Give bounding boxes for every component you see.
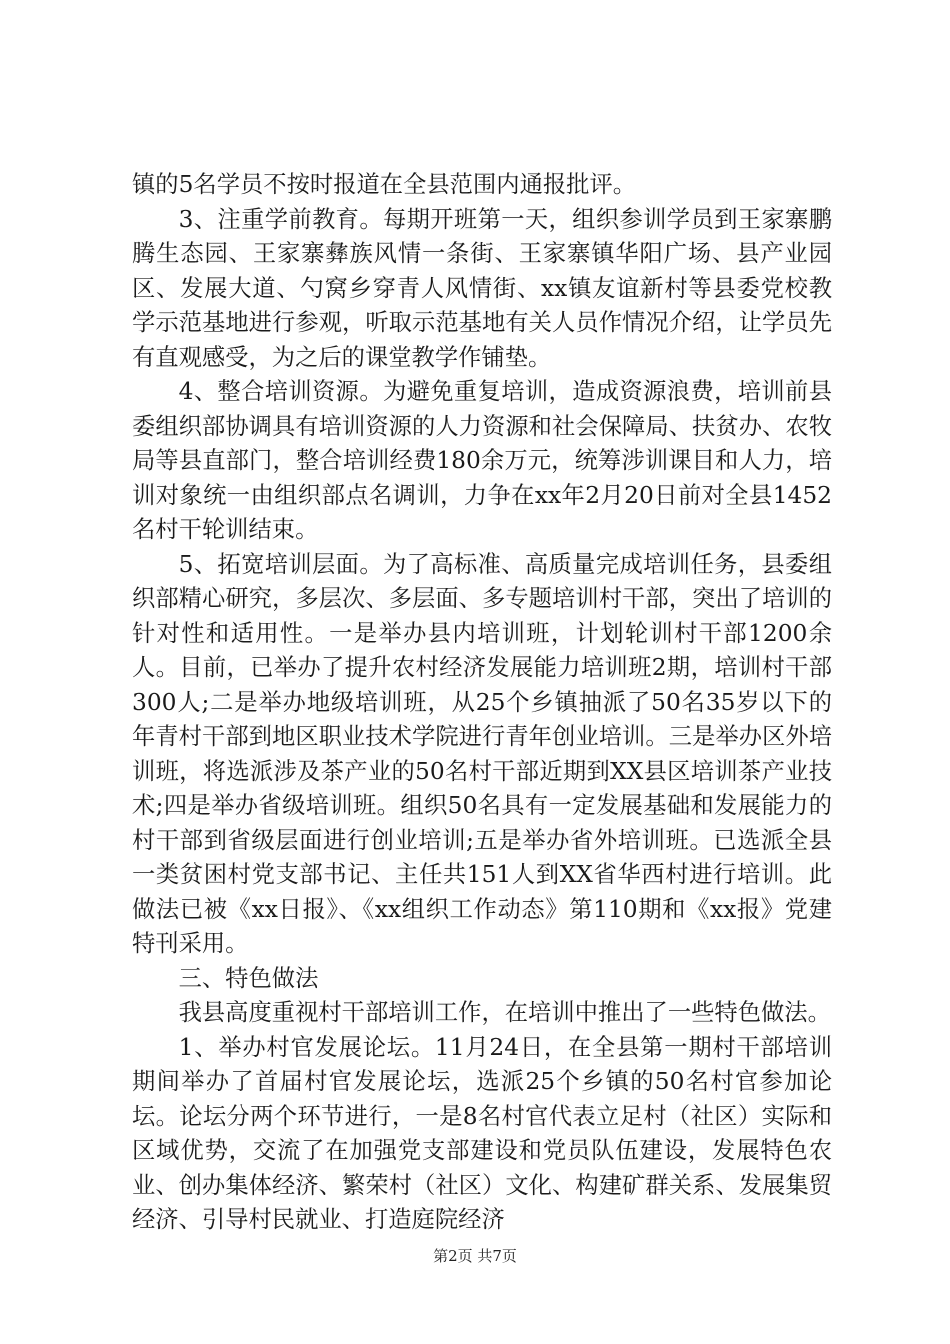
paragraph-continuation: 镇的5名学员不按时报道在全县范围内通报批评。 — [132, 171, 637, 198]
paragraph-item-3: 3、注重学前教育。每期开班第一天，组织参训学员到王家寨鹏腾生态园、王家寨彝族风情一条街、王家寨镇华阳广场、县产业园区、发展大道、勺窝乡穿青人风情街、xx镇友谊新村等县委党校教学示范基地进行参观，听取示范基地有关人员作情况介绍，让学员先有直观感受，为之后的课堂教学作铺垫。 — [132, 205, 832, 371]
paragraph-item-1: 1、举办村官发展论坛。11月24日，在全县第一期村干部培训期间举办了首届村官发展论坛，选派25个乡镇的50名村官参加论坛。论坛分两个环节进行，一是8名村官代表立足村（社区）实际和区域优势，交流了在加强党支部建设和党员队伍建设，发展特色农业、创办集体经济、繁荣村（社区）文化、构建矿群关系、发展集贸经济、引导村民就业、打造庭院经济 — [132, 1033, 832, 1233]
section-heading: 三、特色做法 — [178, 964, 319, 992]
paragraph-item-4: 4、整合培训资源。为避免重复培训，造成资源浪费，培训前县委组织部协调具有培训资源的人力资源和社会保障局、扶贫办、农牧局等县直部门，整合培训经费180余万元，统筹涉训课目和人力，培训对象统一由组织部点名调训，力争在xx年2月20日前对全县1452名村干轮训结束。 — [132, 378, 832, 543]
document-body — [132, 168, 832, 1238]
paragraph-intro: 我县高度重视村干部培训工作，在培训中推出了一些特色做法。 — [178, 999, 831, 1026]
paragraph-item-5: 5、拓宽培训层面。为了高标准、高质量完成培训任务，县委组织部精心研究，多层次、多层面、多专题培训村干部，突出了培训的针对性和适用性。一是举办县内培训班，计划轮训村干部1200余人。目前，已举办了提升农村经济发展能力培训班2期，培训村干部300人;二是举办地级培训班，从25个乡镇抽派了50名35岁以下的年青村干部到地区职业技术学院进行青年创业培训。三是举办区外培训班，将选派涉及茶产业的50名村干部近期到XX县区培训茶产业技术;四是举办省级培训班。组织50名具有一定发展基础和发展能力的村干部到省级层面进行创业培训;五是举办省外培训班。已选派全县一类贫困村党支部书记、主任共151人到XX省华西村进行培训。此做法已被《xx日报》、《xx组织工作动态》第110期和《xx报》党建特刊采用。 — [132, 550, 832, 957]
page-footer: 第2页 共7页 — [433, 1247, 517, 1265]
